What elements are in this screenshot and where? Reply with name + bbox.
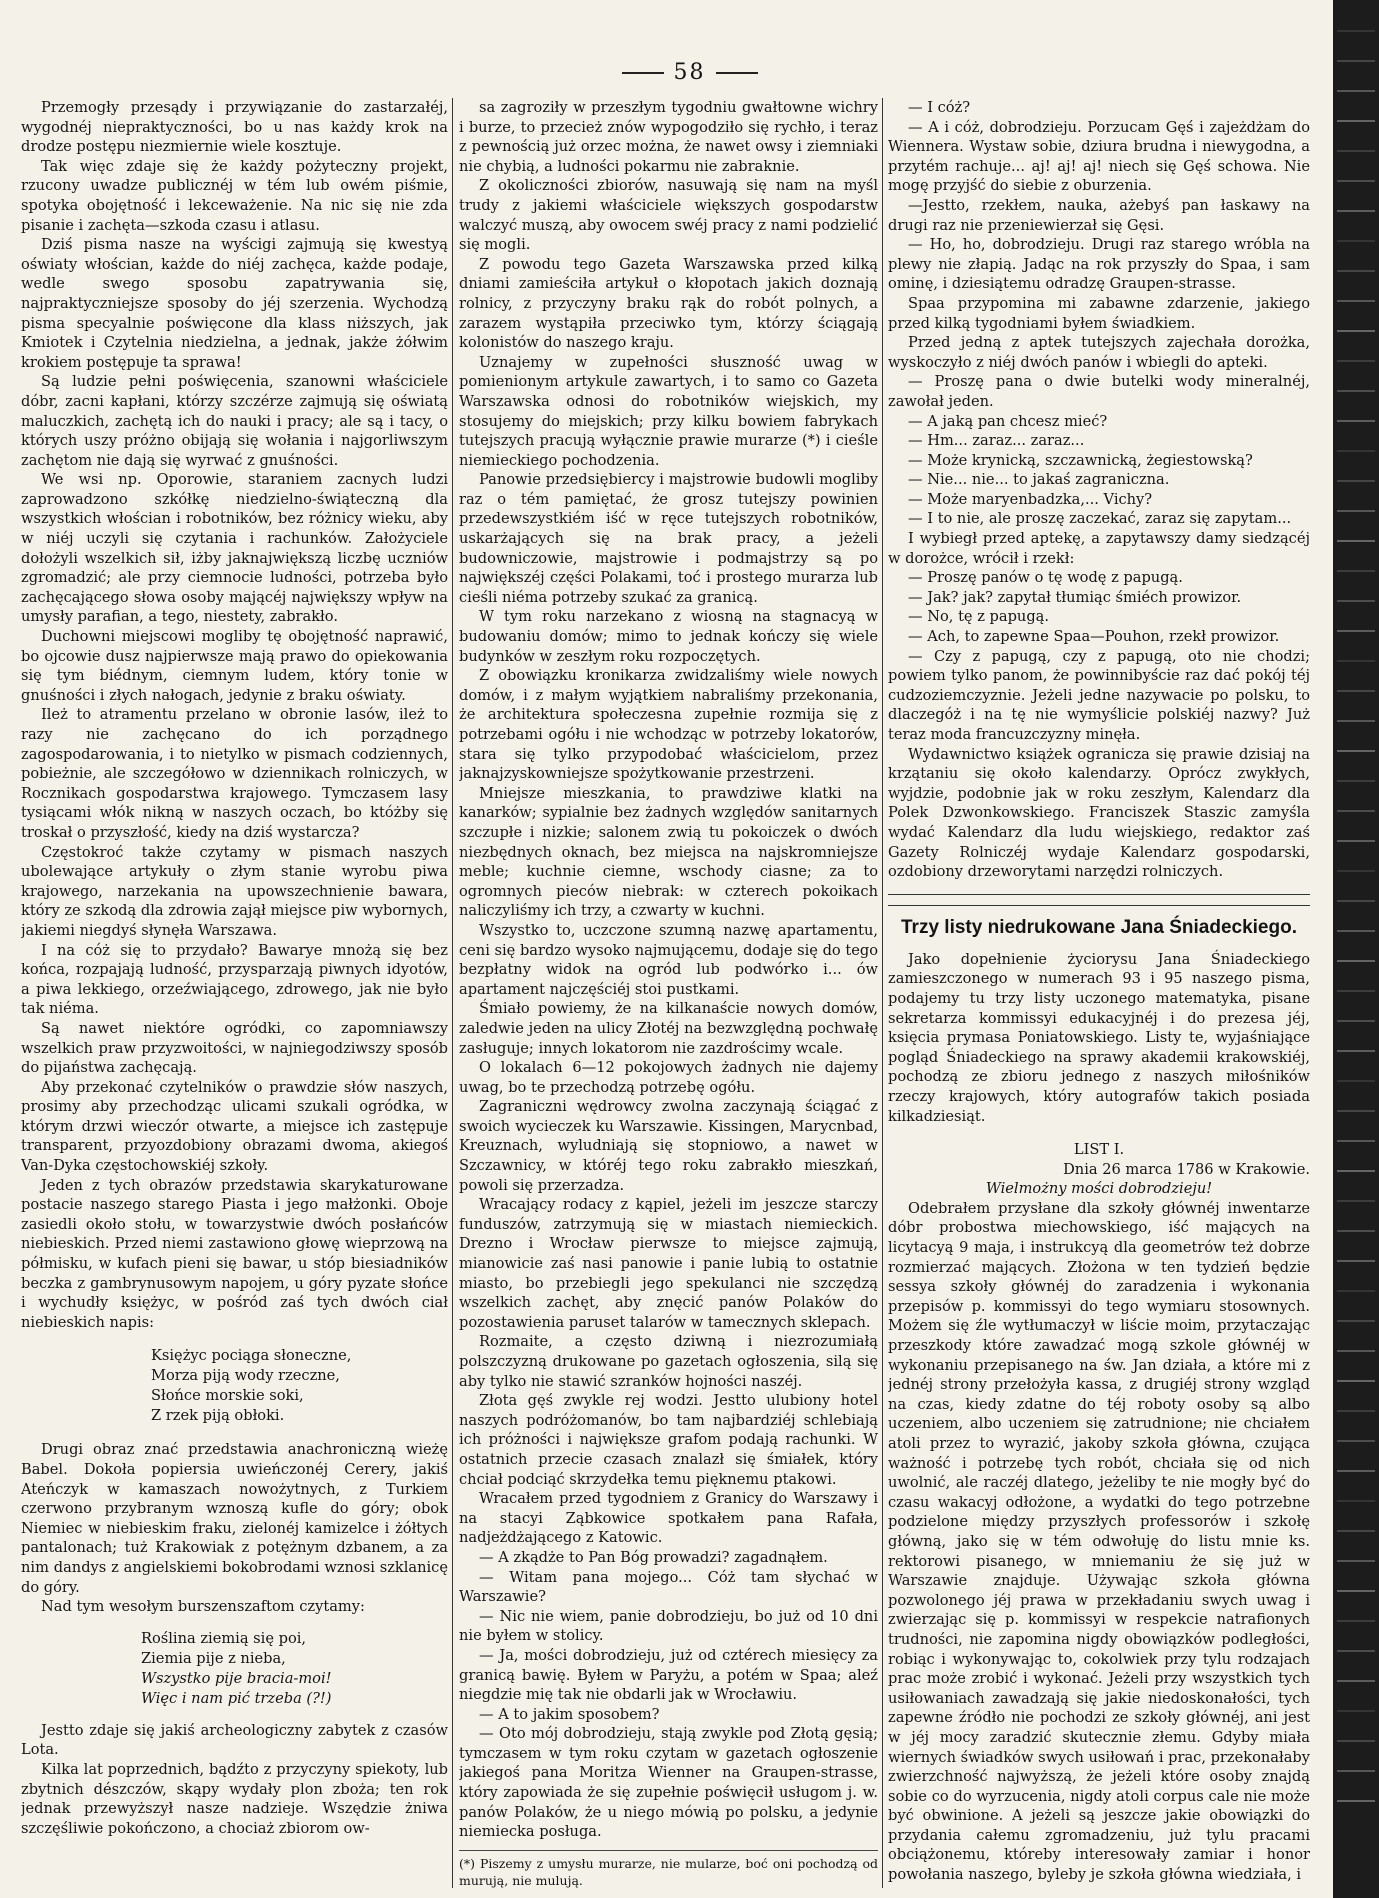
- paragraph: — Ja, mości dobrodzieju, już od cztérech miesięcy za granicą bawię. Byłem w Paryżu, a potém w Spaa; aleź niegdzie mię tak nie obdarli jak w Wrocławiu.: [459, 1646, 878, 1704]
- edge-streak: [1337, 1020, 1375, 1022]
- paragraph: — I cóż?: [908, 99, 971, 116]
- footnote: (*) Piszemy z umysłu murarze, nie mularze, boć oni pochodzą od murują, nie mulują.: [459, 1850, 878, 1888]
- paragraph: Rozmaite, a często dziwną i niezrozumiałą polszczyzną drukowane po gazetach ogłoszenia, silą się aby tylko nie stawić szranków hojności naszéj.: [459, 1333, 878, 1390]
- edge-streak: [1337, 180, 1375, 182]
- edge-streak: [1337, 750, 1375, 752]
- edge-streak: [1337, 1470, 1375, 1472]
- edge-streak: [1337, 1350, 1375, 1352]
- paragraph: — Oto mój dobrodzieju, stają zwykle pod Złotą gęsią; tymczasem w tym roku czytam w gazetach ogłoszenie jakiegoś pana Moritza Wienner na Graupen-strasse, który zapowiada że się zupełnie poświęcił usługom j. w. panów Polaków, że u niego mówią po polsku, a jedynie niemiecka posługa.: [459, 1725, 878, 1841]
- paragraph: — A i cóż, dobrodzieju. Porzucam Gęś i zajeżdżam do Wiennera. Wystaw sobie, dziura brudna i niewygodna, a przytém rachuje... aj! aj! aj! niech się Gęś schowa. Nie mogę przyjść do siebie z oburzenia.: [888, 118, 1310, 195]
- paragraph: Duchowni miejscowi mogliby tę obojętność naprawić, bo ojcowie dusz najpierwsze mają prawo do opiekowania się tym biédnym, ciemnym ludem, który tonie w gnuśności i złych nałogach, jedynie z braku oświaty.: [21, 628, 448, 704]
- edge-streak: [1337, 120, 1375, 122]
- paragraph: W tym roku narzekano z wiosną na stagnacyą w budowaniu domów; mimo to jednak kończy się wiele budynków w zeszłym roku rozpoczętych.: [459, 608, 878, 665]
- paragraph: O lokalach 6—12 pokojowych żadnych nie dajemy uwag, bo te przechodzą potrzebę ogółu.: [459, 1059, 878, 1096]
- paragraph: Jeden z tych obrazów przedstawia skarykaturowane postacie naszego starego Piasta i jego małżonki. Oboje zasiedli około stołu, w towarzystwie dwóch posłańców niebieskich. Przed niemi zastawiono głowę wieprzową na półmisku, w kufach pieni się bawar, u stóp biesiadników beczka z gambrynusowym napojem, u góry pyzate słońce i wychudły księżyc, w pośród zaś tych dwóch ciał niebieskich napis:: [21, 1176, 448, 1331]
- edge-streak: [1337, 720, 1375, 722]
- poem: [151, 1346, 448, 1426]
- paragraph: Nad tym wesołym burszenszaftom czytamy:: [41, 1598, 365, 1616]
- paragraph: Z obowiązku kronikarza zwidzaliśmy wiele nowych domów, i z małym wyjątkiem nabraliśmy przekonania, że architektura społeczesna zupełnie rozmija się z potrzebami ogółu i nie wchodząc w potrzeby lokatorów, stara się tylko przypodobać właścicielom, przez jaknajzyskowniejsze spożytkowanie przestrzeni.: [459, 667, 878, 783]
- edge-streak: [1337, 630, 1375, 632]
- edge-streak: [1337, 1050, 1375, 1052]
- section-divider: [888, 894, 1310, 895]
- section-divider: [888, 905, 1310, 906]
- edge-streak: [1337, 540, 1375, 542]
- edge-streak: [1337, 600, 1375, 602]
- edge-streak: [1337, 210, 1375, 212]
- paragraph: — Proszę panów o tę wodę z papugą.: [908, 569, 1183, 587]
- edge-streak: [1337, 1440, 1375, 1442]
- edge-streak: [1337, 240, 1375, 242]
- paragraph: We wsi np. Oporowie, staraniem zacnych ludzi zaprowadzono szkółkę niedzielno-świąteczną dla wszystkich włościan i robotników, bez różnicy wieku, aby w niéj uczyli się czytania i rachunków. Założyciele dołożyli wszelkich sił, iżby jaknajwiększą liczbę uczniów zgromadzić; ale przy ciemnocie ludności, potrzeba było zachęcającego słowa osoby mającéj największy wpływ na umysły parafian, a tego, niestety, zabrakło.: [21, 471, 448, 626]
- paragraph: I na cóż się to przydało? Bawarye mnożą się bez końca, rozpajają ludność, przysparzają piwnych idyotów, a piwa lekkiego, orzeźwiającego, zdrowego, jak nie było tak niéma.: [21, 941, 448, 1018]
- edge-streak: [1337, 1320, 1375, 1322]
- edge-streak: [1337, 450, 1375, 452]
- paragraph: — Czy z papugą, czy z papugą, oto nie chodzi; powiem tylko panom, że powinnibyście raz dać pokój téj cudzoziemczyznie. Jeżeli jedne nazywacie po polsku, to dlaczegóż i na tę nie wymyślicie polskiéj nazwy? Już teraz moda francuzczyzny minęła.: [888, 647, 1310, 743]
- paragraph: Przemogły przesądy i przywiązanie do zastarzałéj, wygodnéj niepraktyczności, bo u nas każdy krok na drodze postępu niezmiernie wiele kosztuje.: [21, 99, 448, 156]
- column-3: [888, 98, 1310, 1888]
- poem-line: Ziemia pije z nieba,: [141, 1649, 286, 1667]
- edge-streak: [1337, 510, 1375, 512]
- edge-streak: [1337, 870, 1375, 872]
- edge-streak: [1337, 330, 1375, 332]
- edge-streak: [1337, 810, 1375, 812]
- edge-streak: [1337, 960, 1375, 962]
- paragraph: — Jak? jak? zapytał tłumiąc śmiéch prowizor.: [908, 588, 1242, 606]
- letter-title: LIST I.: [1073, 1141, 1125, 1159]
- article-intro: Jako dopełnienie życiorysu Jana Śniadeckiego zamieszczonego w numerach 93 i 95 naszego pisma, podajemy tu trzy listy uczonego matematyka, pisane sekretarza kommissyi edukacyjnéj i do prezesa jéj, księcia prymasa Poniatowskiego. Listy te, wyjaśniające pogląd Śniadeckiego na sprawy akademii krakowskiéj, pochodzą ze zbioru jednego z naszych miłośników rzeczy krajowych, który autografów takich posiada kilkadziesiąt.: [888, 950, 1310, 1125]
- paragraph: Kilka lat poprzednich, bądźto z przyczyny spiekoty, lub zbytnich dészczów, skąpy wydały plon zboża; ten rok jednak przewyższył nasze nadzieje. Wszędzie żniwa szczęśliwie pokończono, a chociaż zbiorom ow-: [21, 1760, 448, 1837]
- paragraph: — Może krynicką, szczawnicką, żegiestowską?: [908, 451, 1253, 469]
- edge-streak: [1337, 60, 1375, 62]
- poem: [141, 1629, 448, 1709]
- page-number: 58: [0, 60, 1379, 85]
- paragraph: sa zagroziły w przeszłym tygodniu gwałtowne wichry i burze, to przecież znów wypogodziło się rychło, i teraz z pewnością już orzec można, że nawet owsy i ziemniaki nie chybią, a ludności pokarmu nie zabraknie.: [459, 99, 878, 175]
- column-divider: [452, 98, 453, 1888]
- edge-streak: [1337, 570, 1375, 572]
- paragraph: Wydawnictwo książek ogranicza się prawie dzisiaj na krzątaniu się około kalendarzy. Oprócz zwykłych, wyjdzie, podobnie jak w roku zeszłym, Kalendarz dla Polek Dzwonkowskiego. Franciszek Staszic zamyśla wydać Kalendarz dla ludu wiejskiego, redaktor zaś Gazety Rolniczéj wydaje Kalendarz gospodarski, ozdobiony drzeworytami narzędzi rolniczych.: [888, 745, 1310, 881]
- poem-line: Roślina ziemią się poi,: [141, 1629, 307, 1647]
- paragraph: Aby przekonać czytelników o prawdzie słów naszych, prosimy aby przechodząc ulicami szukali ogródka, w którym drzwi wieczór otwarte, a miejsce ich zastępuje transparent, przyozdobiony obrazami dwoma, akiegoś Van-Dyka częstochowskiéj szkoły.: [21, 1078, 448, 1175]
- edge-streak: [1337, 990, 1375, 992]
- edge-streak: [1337, 1230, 1375, 1232]
- edge-streak: [1337, 420, 1375, 422]
- paragraph: Uznajemy w zupełności słuszność uwag w pomienionym artykule zawartych, i to samo co Gazeta Warszawska odnosi do robotników wiejskich, my stosujemy do miejskich; przy kilku bowiem fabrykach tutejszych pracują wyłącznie prawie murarze (*) i cieśle niemieckiego pochodzenia.: [459, 353, 878, 469]
- poem-line: Księżyc pociąga słoneczne,: [151, 1347, 352, 1365]
- paragraph: Spaa przypomina mi zabawne zdarzenie, jakiego przed kilką tygodniami byłem świadkiem.: [888, 294, 1310, 332]
- paragraph: Panowie przedsiębiercy i majstrowie budowli mogliby raz o tém pamiętać, że grosz tutejszy powinien przedewszystkiém iść w ręce tutejszych robotników, uskarżających się na brak pracy, a jeżeli budowniczowie, majstrowie i podmajstrzy są po największéj części Polakami, toć i prostego murarza lub cieśli niéma potrzeby szukać za granicą.: [459, 471, 878, 606]
- edge-streak: [1337, 150, 1375, 152]
- column-1: [21, 98, 448, 1888]
- paragraph: Dziś pisma nasze na wyścigi zajmują się kwestyą oświaty włościan, każde do niéj zachęca, każde podaje, wedle swego sposobu zapatrywania się, najpraktyczniejsze sposoby do jéj szerzenia. Wychodzą pisma specyalnie poświęcone dla klass niższych, jak Kmiotek i Czytelnia niedzielna, a jednak, jakże żółwim krokiem postępuje ta sprawa!: [21, 236, 448, 371]
- edge-streak: [1337, 30, 1375, 32]
- edge-streak: [1337, 90, 1375, 92]
- paragraph: — Nic nie wiem, panie dobrodzieju, bo już od 10 dni nie byłem w stolicy.: [459, 1607, 878, 1645]
- paragraph: — Hm... zaraz... zaraz...: [908, 432, 1085, 450]
- paragraph: Jestto zdaje się jakiś archeologiczny zabytek z czasów Lota.: [21, 1721, 448, 1759]
- edge-streak: [1337, 360, 1375, 362]
- paragraph: Wszystko to, uczczone szumną nazwę apartamentu, ceni się bardzo wysoko najmującemu, dodaje się do tego bezpłatny widok na ogród lub podwórko i... ów apartament najczęściéj stoi pustkami.: [459, 921, 878, 998]
- paragraph: — A jaką pan chcesz mieć?: [908, 412, 1108, 430]
- paragraph: — Nie... nie... to jakaś zagraniczna.: [908, 471, 1170, 489]
- paragraph: Z powodu tego Gazeta Warszawska przed kilką dniami zamieściła artykuł o kłopotach jakich doznają rolnicy, z przyczyny braku rąk do robót polnych, a zarazem wystąpiła przeciwko tym, którzy ściągają kolonistów do naszego kraju.: [459, 255, 878, 352]
- paragraph: Przed jedną z aptek tutejszych zajechała dorożka, wyskoczyło z niéj dwóch panów i wbiegli do apteki.: [888, 334, 1310, 371]
- paragraph: Drugi obraz znać przedstawia anachroniczną wieżę Babel. Dokoła popiersia uwieńczonéj Cerery, jakiś Ateńczyk w kamaszach nowożytnych, z Turkiem czerwono przybranym wznoszą kufle do góry; obok Niemiec w niebieskim fraku, zielonéj kamizelce i żółtych pantalonach; tuż Krakowiak z potężnym dzbanem, a za nim dandys z angielskiemi bokobrodami wznosi szklanicę do góry.: [21, 1441, 448, 1596]
- edge-streak: [1337, 1800, 1375, 1802]
- edge-streak: [1337, 1380, 1375, 1382]
- edge-streak: [1337, 690, 1375, 692]
- poem-line: Morza piją wody rzeczne,: [151, 1367, 340, 1385]
- edge-streak: [1337, 1200, 1375, 1202]
- edge-streak: [1337, 1260, 1375, 1262]
- paragraph: Tak więc zdaje się że każdy pożyteczny projekt, rzucony uwadze publicznéj w tém lub owém piśmie, spotyka obojętność i lekceważenie. Na nic się nie zda pisanie i zachęta—szkoda czasu i atlasu.: [21, 157, 448, 234]
- paragraph: — Ho, ho, dobrodzieju. Drugi raz starego wróbla na plewy nie złapią. Jadąc na rok przyszły do Spaa, i sam ominę, i dziesiątemu odradzę Graupen-strasse.: [888, 236, 1310, 293]
- paragraph: — Ach, to zapewne Spaa—Pouhon, rzekł prowizor.: [908, 628, 1280, 646]
- paragraph: Są nawet niektóre ogródki, co zapomniawszy wszelkich praw przyzwoitości, w najniegodziwszy sposób do pijaństwa zachęcają.: [21, 1019, 448, 1077]
- article-heading: Trzy listy niedrukowane Jana Śniadeckiego.: [901, 916, 1297, 938]
- edge-streak: [1337, 270, 1375, 272]
- poem-line: Z rzek piją obłoki.: [151, 1407, 285, 1425]
- poem-line: Wszystko pije bracia-moi!: [141, 1669, 332, 1687]
- edge-streak: [1337, 1140, 1375, 1142]
- poem-line: Słońce morskie soki,: [151, 1387, 304, 1405]
- edge-streak: [1337, 900, 1375, 902]
- poem-line: Więc i nam pić trzeba (?!): [141, 1689, 332, 1707]
- paragraph: Wracałem przed tygodniem z Granicy do Warszawy i na stacyi Ząbkowice spotkałem pana Rafała, nadjeżdżającego z Katowic.: [459, 1490, 878, 1547]
- paragraph: — Proszę pana o dwie butelki wody mineralnéj, zawołał jeden.: [888, 373, 1310, 410]
- paragraph: — A to jakim sposobem?: [479, 1705, 660, 1723]
- edge-streak: [1337, 1680, 1375, 1682]
- edge-streak: [1337, 1590, 1375, 1592]
- paragraph: I wybiegł przed aptekę, a zapytawszy damy siedzącéj w dorożce, wrócił i rzekł:: [888, 530, 1310, 567]
- letter-date: Dnia 26 marca 1786 w Krakowie.: [1063, 1160, 1310, 1178]
- edge-streak: [1337, 840, 1375, 842]
- paragraph: Złota gęś zwykle rej wodzi. Jestto ulubiony hotel naszych podróżomanów, bo tam najbardziéj schlebiają ich próżności i największe grafom podają rachunki. W ostatnich przecie czasach znalazł się śmiałek, który chciał podciąć skrzydełka temu pięknemu ptakowi.: [459, 1392, 878, 1488]
- paragraph: — A zkądże to Pan Bóg prowadzi? zagadnąłem.: [479, 1548, 828, 1566]
- edge-streak: [1337, 1530, 1375, 1532]
- paragraph: — Witam pana mojego... Cóż tam słychać w Warszawie?: [459, 1568, 878, 1606]
- edge-streak: [1337, 1290, 1375, 1292]
- edge-streak: [1337, 930, 1375, 932]
- edge-streak: [1337, 1080, 1375, 1082]
- paragraph: Zagraniczni wędrowcy zwolna zaczynają ściągać z swoich wycieczek ku Warszawie. Kissingen, Marycnbad, Kreuznach, wyludniają się stopniowo, a nawet w Szczawnicy, w któréj tego roku zabrakło mieszkań, powoli się przerzadza.: [459, 1098, 878, 1194]
- paragraph: Mniejsze mieszkania, to prawdziwe klatki na kanarków; sypialnie bez żadnych względów sanitarnych szczupłe i nizkie; salonem zwią tu pokoiczek o dwóch niezbędnych oknach, bez miejsca na najskromniejsze meble; kuchnie ciemne, wschody ciasne; za to ogromnych pieców niebrak: w czterech pokoikach naliczyliśmy ich trzy, a czwarty w kuchni.: [459, 784, 878, 920]
- paragraph: Z okoliczności zbiorów, nasuwają się nam na myśl trudy z jakiemi właściciele większych gospodarstw walczyć muszą, aby owocem swéj pracy z nami podzielić się mogli.: [459, 177, 878, 254]
- edge-streak: [1337, 1410, 1375, 1412]
- paragraph: Śmiało powiemy, że na kilkanaście nowych domów, zaledwie jeden na ulicy Złotéj na bezwzględną pochwałę zasługuje; innych lokatorom nie zazdrościmy wcale.: [459, 1000, 878, 1057]
- edge-streak: [1337, 1770, 1375, 1772]
- edge-streak: [1337, 1710, 1375, 1712]
- edge-streak: [1337, 1560, 1375, 1562]
- paragraph: — No, tę z papugą.: [908, 608, 1049, 626]
- page-edge-shadow: [1333, 0, 1379, 1898]
- edge-streak: [1337, 390, 1375, 392]
- paragraph: Częstokroć także czytamy w pismach naszych ubolewające artykuły o złym stanie wyrobu piwa krajowego, narzekania na upowszechnienie bawara, który ze szkodą dla zdrowia zajął miejsce piw wybornych, jakiemi niegdyś słynęła Warszawa.: [21, 843, 448, 939]
- paragraph: Są ludzie pełni poświęcenia, szanowni właściciele dóbr, zacni kapłani, którzy szczérze zajmują się oświatą maluczkich, zachętą ich do nauki i pracy; ale są i tacy, o których uszy próżno obijają się wołania i najgorliwszym zachętom nie dają się wyrwać z gnuśności.: [21, 373, 448, 469]
- column-2: [459, 98, 878, 1888]
- edge-streak: [1337, 660, 1375, 662]
- edge-streak: [1337, 1170, 1375, 1172]
- edge-streak: [1337, 1620, 1375, 1622]
- edge-streak: [1337, 1650, 1375, 1652]
- column-divider: [882, 98, 883, 1888]
- edge-streak: [1337, 1110, 1375, 1112]
- edge-streak: [1337, 780, 1375, 782]
- letter-salutation: Wielmożny mości dobrodzieju!: [985, 1180, 1213, 1198]
- edge-streak: [1337, 300, 1375, 302]
- edge-streak: [1337, 1740, 1375, 1742]
- paragraph: — I to nie, ale proszę zaczekać, zaraz się zapytam...: [908, 510, 1292, 528]
- paragraph: — Może maryenbadzka,... Vichy?: [908, 490, 1153, 508]
- letter-body: Odebrałem przysłane dla szkoły głównéj inwentarze dóbr probostwa miechowskiego, iść mających na licytacyą 9 maja, i instrukcyą dla geometrów też dobrze rozmierzać mających. Złożona w ten tydzień będzie sessya szkoły głównéj do zaradzenia i wykonania przepisów p. kommissyi do tego wymiaru stosownych. Możem się źle wytłumaczył w liście moim, przytaczając przeszkody które zawadzać mogą szkole głównéj w wykonaniu przepisanego na św. Jan działa, a które mi z jednéj strony przełożyła kassa, z drugiéj strony wzgląd na czas, kiedy zdatne do téj roboty osoby są albo uczeniem, albo uczeniem się zatrudnione; nie chciałem atoli przez to wyrazić, jakoby szkoła główna, czująca ważność i potrzebę tych robót, chciała się od nich uwolnić, ale raczéj dlatego, jeżeliby te nie mogły być do czasu wakacyj odłożone, a wydatki do tego potrzebne podzielone między przyszłych professorów i szkołę główną, jako się w tém odwołuję do listu mnie ks. rektorowi pisanego, w mniemaniu że się już w Warszawie znajduje. Używając szkoła główna pozwolonego jéj prawa w przekładaniu swych uwag i zwierzając się p. kommissyi w respekcie natrafionych trudności, nie zapomina nigdy obowiązków podległości, robiąc i wykonywając to, cokolwiek przy tylu rodzajach prac może zrobić i wykonać. Jeżeli przy wszystkich tych usiłowaniach zawadzają się jakie niedoskonałości, tych zapewne źródło nie pochodzi ze szkoły głównéj, ani jest w jéj mocy zaradzić skutecznie złemu. Gdyby miała wiernych świadków swych usiłowań i prac, przekonałaby zwierzchność najwyższą, że jeżeli które osoby znajdą sobie co do wyrzucenia, nigdy atoli corpus cale nie może być obwinione. A jeżeli są jeszcze jakie obowiązki do przydania całemu zgromadzeniu, już tylu pracami obciążonemu, któreby interesowały zamiar i honor powołania naszego, byleby je szkoła główna wiedziała, i: [888, 1199, 1310, 1884]
- paragraph: —Jestto, rzekłem, nauka, ażebyś pan łaskawy na drugi raz nie przeniewierzał się Gęsi.: [888, 196, 1310, 234]
- paragraph: Ileż to atramentu przelano w obronie lasów, ileż to razy nie zachęcano do ich porządnego zagospodarowania, i to nietylko w pismach codziennych, pobieżnie, ale szczegółowo w dziennikach rolniczych, w Rocznikach gospodarstwa krajowego. Tymczasem lasy tysiącami włók nikną w naszych oczach, bo któżby się troskał o przyszłość, kiedy na dziś wystarcza?: [21, 706, 448, 841]
- paragraph: Wracający rodacy z kąpiel, jeżeli im jeszcze starczy funduszów, zatrzymują się w miastach niemieckich. Drezno i Wrocław pierwsze to miejsce zajmują, mianowicie zaś nasi panowie i panie lubią to ostatnie miasto, bo przebiegli jego spekulanci nie szczędzą wszelkich zachęt, aby znęcić panów Polaków do pozostawienia paruset talarów w tamecznych sklepach.: [459, 1196, 878, 1331]
- edge-streak: [1337, 480, 1375, 482]
- edge-streak: [1337, 1500, 1375, 1502]
